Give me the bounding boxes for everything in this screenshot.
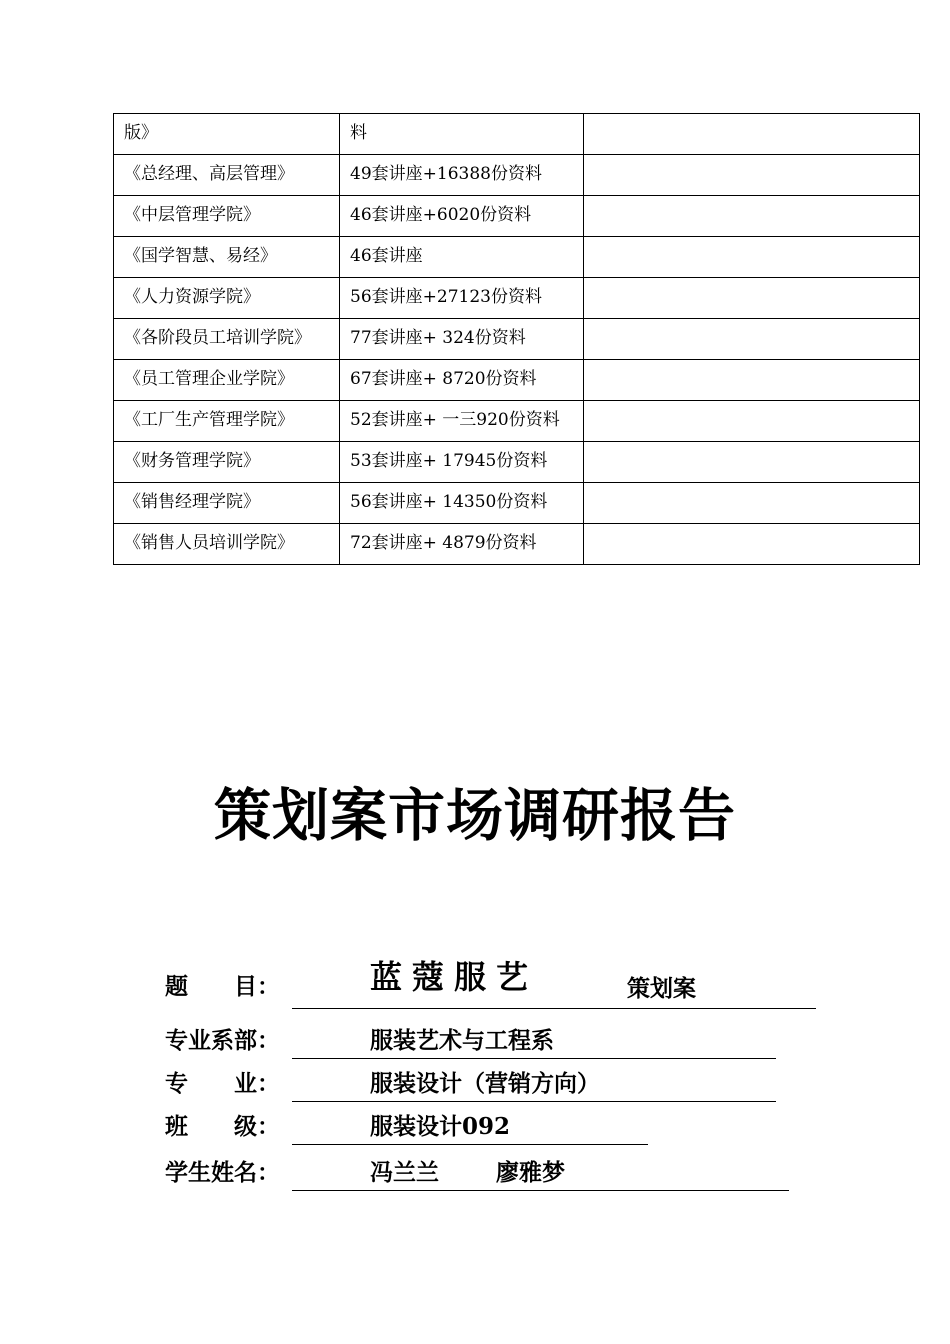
table-row [114,401,920,442]
course-name-cell: 《工厂生产管理学院》 [114,401,340,442]
course-note-cell [584,319,920,360]
topic-suffix: 策划案 [627,975,696,1002]
course-catalog-table [113,113,920,565]
course-content-cell: 52套讲座+ 一三920份资料 [340,401,584,442]
course-name-cell: 版》 [114,114,340,155]
class-value: 服装设计092 [370,1113,511,1140]
department-label: 专业系部： [165,1027,280,1054]
table-row [114,483,920,524]
course-content-cell: 46套讲座 [340,237,584,278]
course-content-cell: 49套讲座+16388份资料 [340,155,584,196]
course-name-cell: 《国学智慧、易经》 [114,237,340,278]
course-note-cell [584,196,920,237]
course-note-cell [584,524,920,565]
course-content-cell: 72套讲座+ 4879份资料 [340,524,584,565]
table-row [114,278,920,319]
course-note-cell [584,442,920,483]
course-note-cell [584,401,920,442]
table-row [114,360,920,401]
table-row [114,196,920,237]
students-underline [292,1190,789,1191]
course-name-cell: 《总经理、高层管理》 [114,155,340,196]
table-row [114,155,920,196]
major-value: 服装设计（营销方向） [370,1070,600,1097]
class-underline [292,1144,648,1145]
course-content-cell: 56套讲座+ 14350份资料 [340,483,584,524]
table-row [114,319,920,360]
course-name-cell: 《人力资源学院》 [114,278,340,319]
major-underline [292,1101,776,1102]
course-name-cell: 《员工管理企业学院》 [114,360,340,401]
course-note-cell [584,237,920,278]
student-name-2: 廖雅梦 [496,1159,565,1186]
report-title: 策划案市场调研报告 [214,783,736,849]
course-content-cell: 料 [340,114,584,155]
course-content-cell: 67套讲座+ 8720份资料 [340,360,584,401]
class-label: 班 级： [165,1113,280,1140]
course-name-cell: 《各阶段员工培训学院》 [114,319,340,360]
major-label: 专 业： [165,1070,280,1097]
course-name-cell: 《销售人员培训学院》 [114,524,340,565]
course-content-cell: 56套讲座+27123份资料 [340,278,584,319]
department-underline [292,1058,776,1059]
course-note-cell [584,483,920,524]
course-name-cell: 《销售经理学院》 [114,483,340,524]
course-content-cell: 77套讲座+ 324份资料 [340,319,584,360]
course-note-cell [584,278,920,319]
topic-value: 蓝蔻服艺 [370,958,539,996]
table-row [114,237,920,278]
course-name-cell: 《财务管理学院》 [114,442,340,483]
topic-underline [292,1008,816,1009]
course-note-cell [584,360,920,401]
course-note-cell [584,155,920,196]
table-row [114,114,920,155]
table-row [114,442,920,483]
course-note-cell [584,114,920,155]
department-value: 服装艺术与工程系 [370,1027,554,1054]
students-label: 学生姓名： [165,1159,280,1186]
student-name-1: 冯兰兰 [370,1159,439,1186]
topic-label: 题 目： [165,973,280,1000]
course-name-cell: 《中层管理学院》 [114,196,340,237]
table-row [114,524,920,565]
course-content-cell: 46套讲座+6020份资料 [340,196,584,237]
course-content-cell: 53套讲座+ 17945份资料 [340,442,584,483]
